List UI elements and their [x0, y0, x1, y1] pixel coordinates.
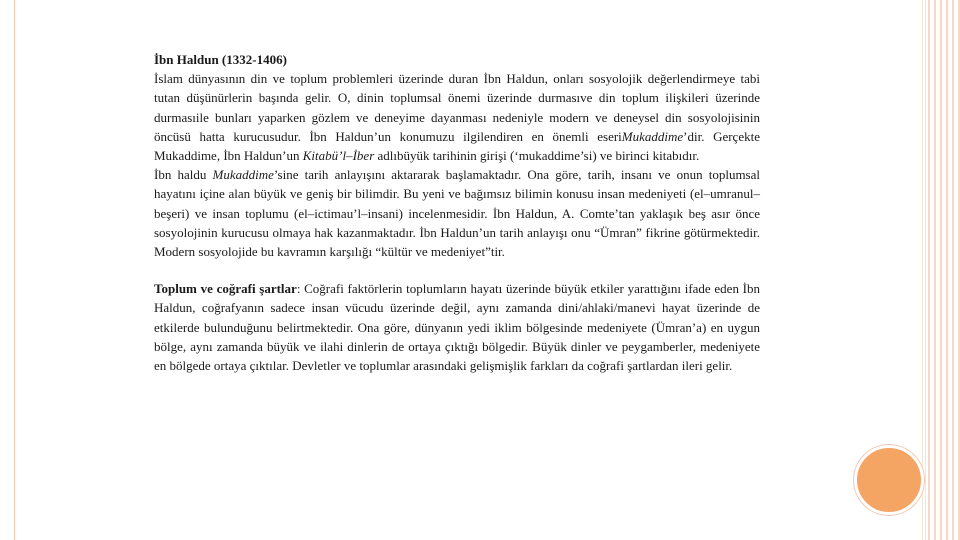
paragraph-geography — [154, 279, 760, 375]
geography-label: Toplum ve coğrafi şartlar — [154, 281, 297, 297]
slide-content — [154, 50, 760, 375]
paragraph-history-text: ’sine tarih anlayışını aktararak başlamaktadır. Ona göre, tarih, insanı ve onun toplumsal hayatını içine alan büyük ve geniş bir bilimdir. Bu yeni ve bağımsız bilimin konusu insan medeniyeti (el–umranul–beşeri) ve insan toplumu (el–ictimau’l–insani) incelenmesidir. İbn Haldun, A. Comte’tan yaklaşık beş asır önce sosyolojinin kurucusu olmaya hak kazanmaktadır. İbn Haldun’un tarih anlayışı onu “Ümran” fikrine götürmektedir. Modern sosyolojide bu kavramın karşılığı “kültür ve medeniyet”tir. — [154, 167, 760, 260]
paragraph-geography-text: : Coğrafi faktörlerin toplumların hayatı üzerinde büyük etkiler yarattığını ifade eden İbn Haldun, coğrafyanın sadece insan vücudu üzerinde değil, aynı zamanda dini/ahlaki/manevi hayat üzerinde de etkilerde bulunduğunu belirtmektedir. Ona göre, dünyanın yedi iklim bölgesinde medeniyete (Ümran’a) en uygun bölge, aynı zamanda büyük ve ilahi dinlerin de ortaya çıktığı bölgedir. Büyük dinler ve peygamberler, medeniyete en bölgede ortaya çıktılar. Devletler ve toplumlar arasındaki gelişmişlik farkları da coğrafi şartlardan ileri gelir. — [154, 281, 760, 374]
decorative-circle — [854, 445, 924, 515]
left-border-line — [14, 0, 15, 540]
paragraph-history-start: İbn haldu — [154, 167, 213, 183]
paragraph-intro — [154, 69, 760, 165]
book-title-kitabul-iber: Kitabü’l–İber — [302, 148, 375, 164]
paragraph-intro-end: adlıbüyük tarihinin girişi (‘mukaddime’si) ve birinci kitabıdır. — [374, 148, 700, 164]
paragraph-gap — [154, 261, 760, 279]
paragraph-history — [154, 165, 760, 261]
book-title-mukaddime: Mukaddime — [621, 128, 684, 144]
book-title-mukaddime-2: Mukaddime — [212, 167, 274, 183]
slide-heading: İbn Haldun (1332-1406) — [154, 52, 287, 67]
paragraph-intro-text: İslam dünyasının din ve toplum problemleri üzerinde duran İbn Haldun, onları sosyolojik değerlendirmeye tabi tutan düşünürlerin başında gelir. O, dinin toplumsal önemi üzerinde durmasıve din toplum ilişkileri üzerinde durmasıile bunları yaparken gözlem ve deneyime dayanması nedeniyle modern ve deneysel din sosyolojisinin öncüsü hatta kurucusudur. İbn Haldun’un konumuzu ilgilendiren en önemli eseri — [154, 71, 760, 144]
paragraph-intro-mid: ’dir. Gerçekte Mukaddime, İbn Haldun’un — [154, 128, 760, 164]
right-stripe-decoration — [928, 0, 960, 540]
